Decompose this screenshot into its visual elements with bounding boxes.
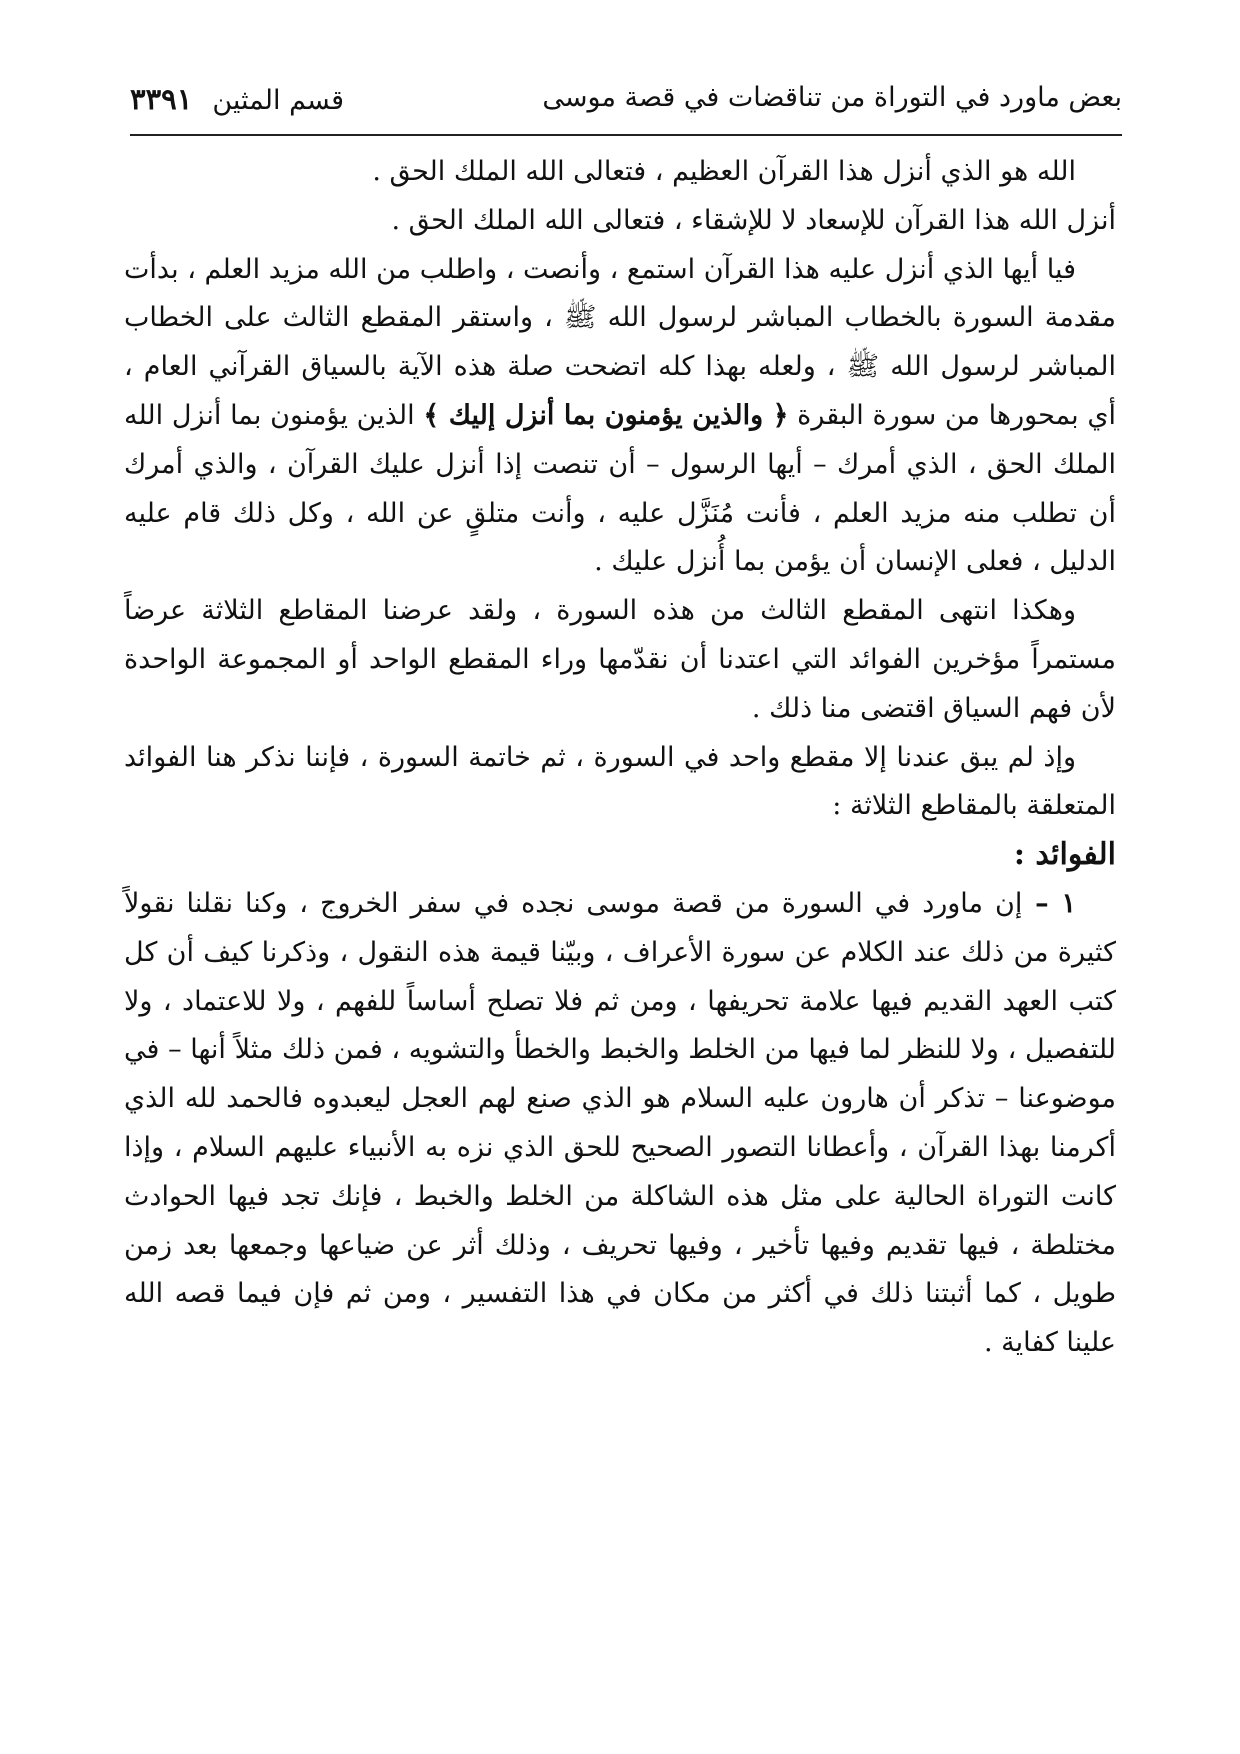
page-info: [130, 82, 344, 116]
paragraph-1: الله هو الذي أنزل هذا القرآن العظيم ، فتعالى الله الملك الحق .: [372, 156, 1076, 187]
benefit-1-text: إن ماورد في السورة من قصة موسى نجده في سفر الخروج ، وكنا نقلنا نقولاً كثيرة من ذلك عند الكلام عن سورة الأعراف ، وبيّنا قيمة هذه النقول ، وذكرنا كيف أن كل كتب العهد القديم فيها علامة تحريفها ، ومن ثم فلا تصلح أساساً للفهم ، ولا للاعتماد ، ولا للتفصيل ، ولا للنظر لما فيها من الخلط والخبط والخطأ والتشويه ، فمن ذلك مثلاً أنها – في موضوعنا – تذكر أن هارون عليه السلام هو الذي صنع لهم العجل ليعبدوه فالحمد لله الذي أكرمنا بهذا القرآن ، وأعطانا التصور الصحيح للحق الذي نزه به الأنبياء عليهم السلام ، وإذا كانت التوراة الحالية على مثل هذه الشاكلة من الخلط والخبط ، فإنك تجد فيها الحوادث مختلطة ، فيها تقديم وفيها تأخير ، وفيها تحريف ، وذلك أثر عن ضياعها وجمعها بعد زمن طويل ، كما أثبتنا ذلك في أكثر من مكان في هذا التفسير ، ومن ثم فإن فيما قصه الله علينا كفاية .: [124, 887, 1116, 1359]
paragraph-4: وهكذا انتهى المقطع الثالث من هذه السورة ، ولقد عرضنا المقاطع الثلاثة عرضاً مستمراً مؤخرين الفوائد التي اعتدنا أن نقدّمها وراء المقطع الواحد أو المجموعة الواحدة لأن فهم السياق اقتضى منا ذلك .: [124, 595, 1116, 724]
section-name: قسم المثين: [212, 85, 345, 116]
benefit-1: [124, 880, 1116, 1368]
benefit-number: ١ –: [1022, 887, 1076, 919]
chapter-title: بعض ماورد في التوراة من تناقضات في قصة موسى: [542, 82, 1122, 113]
paragraph-5: وإذ لم يبق عندنا إلا مقطع واحد في السورة ، ثم خاتمة السورة ، فإننا نذكر هنا الفوائد المتعلقة بالمقاطع الثلاثة :: [124, 741, 1116, 822]
paragraph-3-part-2: الذين يؤمنون بما أنزل الله الملك الحق ، الذي أمرك – أيها الرسول – أن تنصت إذا أنزل عليك القرآن ، والذي أمرك أن تطلب منه مزيد العلم ، فأنت مُنَزَّل عليه ، وأنت متلقٍ عن الله ، وكل ذلك قام عليه الدليل ، فعلى الإنسان أن يؤمن بما أُنزل عليك .: [124, 399, 1116, 578]
page-body: [124, 148, 1116, 1368]
quran-quote: ﴿ والذين يؤمنون بما أنزل إليك ﴾: [423, 399, 789, 431]
running-header: [130, 80, 1122, 136]
paragraph-2: أنزل الله هذا القرآن للإسعاد لا للإشقاء ، فتعالى الله الملك الحق .: [391, 204, 1116, 236]
paragraph-3-part-1: فيا أيها الذي أنزل عليه هذا القرآن استمع ، وأنصت ، واطلب من الله مزيد العلم ، بدأت مقدمة السورة بالخطاب المباشر لرسول الله ﷺ ، واستقر المقطع الثالث على الخطاب المباشر لرسول الله ﷺ ، ولعله بهذا كله اتضحت صلة هذه الآية بالسياق القرآني العام ، أي بمحورها من سورة البقرة: [124, 253, 1116, 431]
paragraph-3: [124, 246, 1116, 588]
benefits-heading: الفوائد :: [1013, 837, 1116, 873]
page-number: ٣٣٩١: [130, 82, 193, 116]
